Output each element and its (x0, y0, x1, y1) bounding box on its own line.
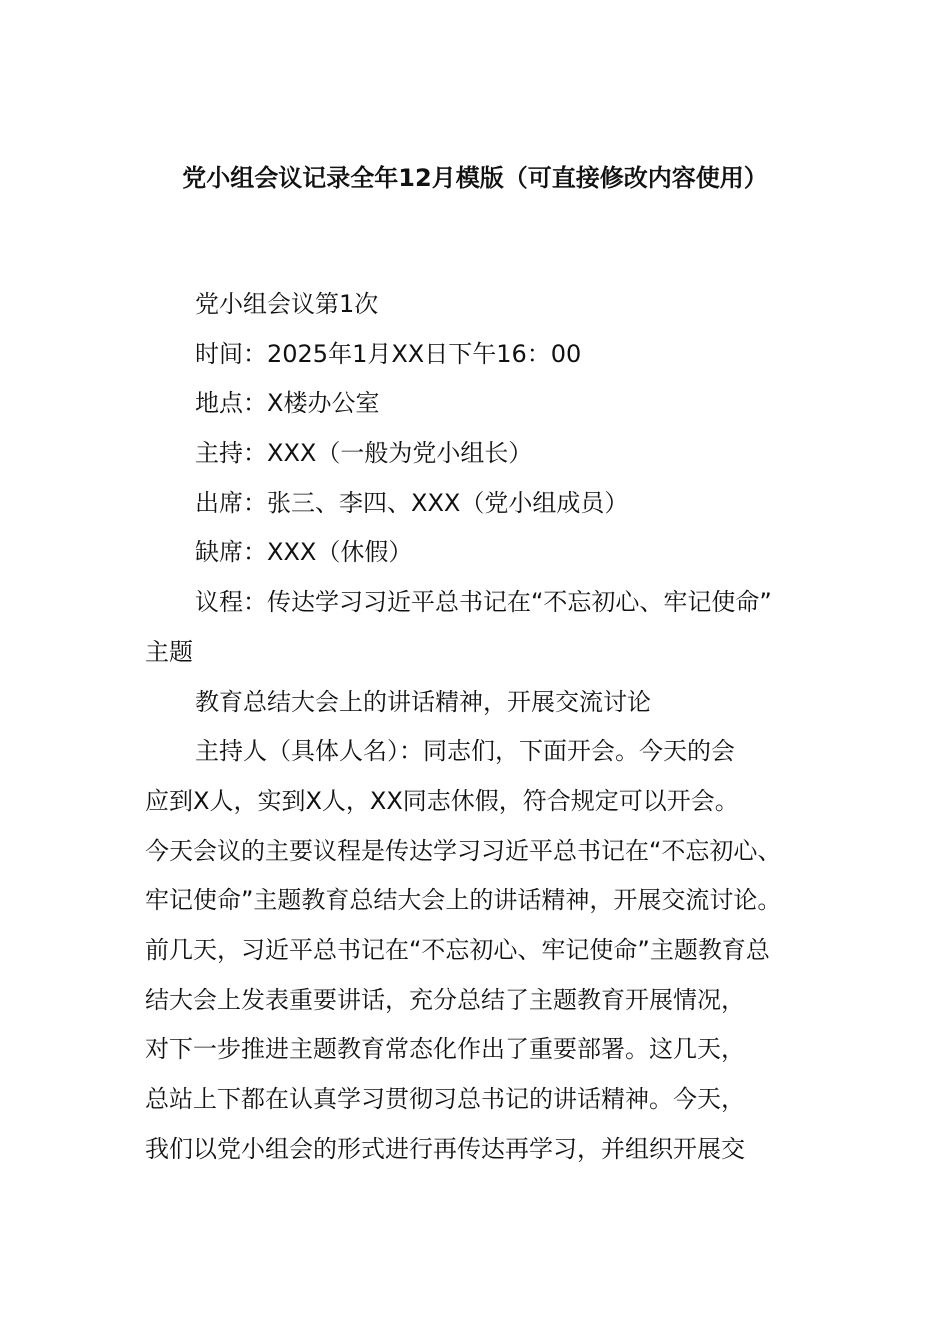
document-title: 党小组会议记录全年12月模版（可直接修改内容使用） (182, 164, 768, 192)
document-body (145, 280, 835, 1174)
body-line: 今天会议的主要议程是传达学习习近平总书记在“不忘初心、 (145, 836, 782, 865)
body-line: 教育总结大会上的讲话精神，开展交流讨论 (195, 687, 651, 716)
body-line: 缺席：XXX（休假） (195, 538, 413, 567)
body-line: 出席：张三、李四、XXX（党小组成员） (195, 488, 629, 517)
body-line: 牢记使命”主题教育总结大会上的讲话精神，开展交流讨论。 (145, 886, 782, 915)
body-line: 党小组会议第1次 (195, 290, 379, 318)
body-line: 总站上下都在认真学习贯彻习总书记的讲话精神。今天， (145, 1085, 745, 1113)
body-line: 我们以党小组会的形式进行再传达再学习，并组织开展交 (145, 1134, 745, 1163)
body-line: 时间：2025年1月XX日下午16：00 (195, 339, 582, 368)
body-line: 主持：XXX（一般为党小组长） (195, 439, 533, 468)
body-line: 主持人（具体人名）：同志们，下面开会。今天的会 (195, 737, 735, 766)
body-line: 前几天，习近平总书记在“不忘初心、牢记使命”主题教育总 (145, 935, 770, 964)
body-line: 结大会上发表重要讲话，充分总结了主题教育开展情况， (145, 985, 745, 1014)
body-line: 主题 (145, 637, 193, 666)
body-line: 地点：X楼办公室 (195, 389, 380, 418)
body-line: 应到X人，实到X人，XX同志休假，符合规定可以开会。 (145, 786, 739, 815)
body-line: 议程：传达学习习近平总书记在“不忘初心、牢记使命” (195, 588, 772, 617)
body-line: 对下一步推进主题教育常态化作出了重要部署。这几天， (145, 1035, 745, 1064)
